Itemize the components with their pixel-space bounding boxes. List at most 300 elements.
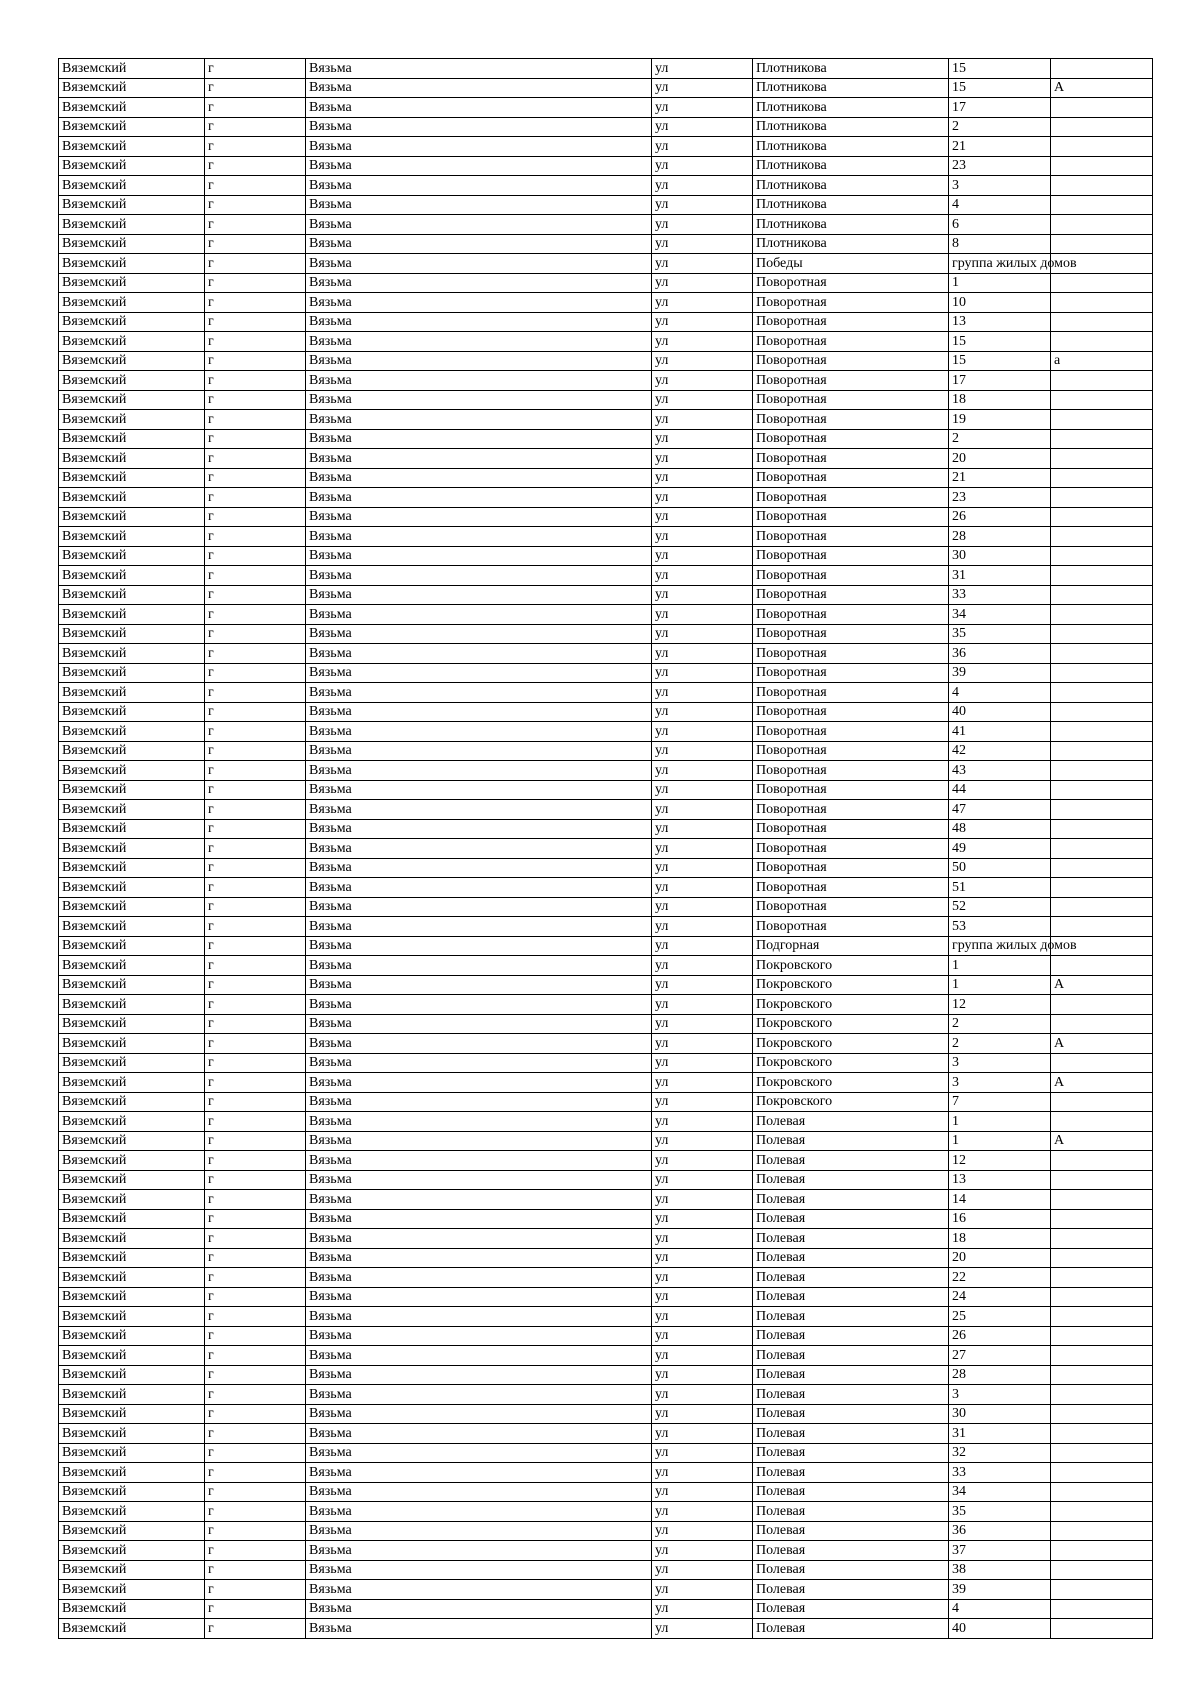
settlement-cell: Вязьма [306, 1151, 652, 1171]
settlement-type-cell: г [205, 468, 306, 488]
district-cell: Вяземский [59, 956, 205, 976]
table-row [59, 1229, 1153, 1249]
street-cell: Полевая [753, 1268, 949, 1288]
district-cell: Вяземский [59, 1580, 205, 1600]
district-cell: Вяземский [59, 1307, 205, 1327]
street-cell: Поворотная [753, 566, 949, 586]
house-number-cell: 26 [949, 507, 1051, 527]
district-cell: Вяземский [59, 1248, 205, 1268]
house-number-cell: 20 [949, 1248, 1051, 1268]
building-suffix-cell [1051, 234, 1153, 254]
table-row [59, 449, 1153, 469]
district-cell: Вяземский [59, 293, 205, 313]
district-cell: Вяземский [59, 1443, 205, 1463]
table-row [59, 488, 1153, 508]
table-row [59, 1151, 1153, 1171]
street-type-cell: ул [652, 527, 753, 547]
street-type-cell: ул [652, 117, 753, 137]
settlement-type-cell: г [205, 254, 306, 274]
district-cell: Вяземский [59, 1599, 205, 1619]
street-type-cell: ул [652, 936, 753, 956]
table-row [59, 780, 1153, 800]
table-row [59, 1034, 1153, 1054]
street-cell: Полевая [753, 1599, 949, 1619]
settlement-type-cell: г [205, 1229, 306, 1249]
house-number-cell: 18 [949, 1229, 1051, 1249]
settlement-cell: Вязьма [306, 1580, 652, 1600]
district-cell: Вяземский [59, 683, 205, 703]
building-suffix-cell [1051, 410, 1153, 430]
street-cell: Плотникова [753, 78, 949, 98]
street-cell: Поворотная [753, 858, 949, 878]
settlement-type-cell: г [205, 566, 306, 586]
street-type-cell: ул [652, 702, 753, 722]
house-number-cell: 43 [949, 761, 1051, 781]
house-number-cell: 30 [949, 1404, 1051, 1424]
street-type-cell: ул [652, 917, 753, 937]
district-cell: Вяземский [59, 254, 205, 274]
house-number-cell: 39 [949, 1580, 1051, 1600]
table-row [59, 936, 1153, 956]
house-number-cell: 34 [949, 605, 1051, 625]
street-cell: Полевая [753, 1521, 949, 1541]
street-type-cell: ул [652, 546, 753, 566]
district-cell: Вяземский [59, 1404, 205, 1424]
settlement-type-cell: г [205, 78, 306, 98]
house-number-cell: 49 [949, 839, 1051, 859]
street-type-cell: ул [652, 683, 753, 703]
street-type-cell: ул [652, 1404, 753, 1424]
house-number-cell: 1 [949, 1112, 1051, 1132]
table-row [59, 429, 1153, 449]
settlement-cell: Вязьма [306, 917, 652, 937]
settlement-type-cell: г [205, 351, 306, 371]
street-cell: Покровского [753, 1034, 949, 1054]
street-cell: Поворотная [753, 761, 949, 781]
settlement-type-cell: г [205, 1385, 306, 1405]
street-cell: Полевая [753, 1541, 949, 1561]
table-row [59, 1619, 1153, 1639]
street-type-cell: ул [652, 1463, 753, 1483]
building-suffix-cell [1051, 1092, 1153, 1112]
settlement-cell: Вязьма [306, 312, 652, 332]
street-cell: Плотникова [753, 98, 949, 118]
house-number-cell: 1 [949, 273, 1051, 293]
house-number-cell: 41 [949, 722, 1051, 742]
street-cell: Полевая [753, 1307, 949, 1327]
building-suffix-cell [1051, 624, 1153, 644]
street-type-cell: ул [652, 390, 753, 410]
building-suffix-cell [1051, 722, 1153, 742]
settlement-type-cell: г [205, 936, 306, 956]
street-type-cell: ул [652, 351, 753, 371]
settlement-cell: Вязьма [306, 1190, 652, 1210]
street-type-cell: ул [652, 1092, 753, 1112]
building-suffix-cell [1051, 1365, 1153, 1385]
street-cell: Покровского [753, 956, 949, 976]
table-row [59, 156, 1153, 176]
settlement-cell: Вязьма [306, 488, 652, 508]
district-cell: Вяземский [59, 780, 205, 800]
house-number-cell: 19 [949, 410, 1051, 430]
district-cell: Вяземский [59, 546, 205, 566]
settlement-cell: Вязьма [306, 1248, 652, 1268]
street-type-cell: ул [652, 488, 753, 508]
district-cell: Вяземский [59, 741, 205, 761]
building-suffix-cell [1051, 1307, 1153, 1327]
street-cell: Поворотная [753, 527, 949, 547]
building-suffix-cell [1051, 1619, 1153, 1639]
district-cell: Вяземский [59, 936, 205, 956]
table-row [59, 624, 1153, 644]
building-suffix-cell [1051, 683, 1153, 703]
settlement-cell: Вязьма [306, 1112, 652, 1132]
settlement-type-cell: г [205, 137, 306, 157]
district-cell: Вяземский [59, 1541, 205, 1561]
settlement-type-cell: г [205, 1580, 306, 1600]
settlement-cell: Вязьма [306, 1073, 652, 1093]
house-number-cell: 35 [949, 1502, 1051, 1522]
street-cell: Полевая [753, 1482, 949, 1502]
building-suffix-cell [1051, 1209, 1153, 1229]
settlement-cell: Вязьма [306, 839, 652, 859]
table-row [59, 819, 1153, 839]
house-number-cell: 53 [949, 917, 1051, 937]
street-cell: Поворотная [753, 722, 949, 742]
street-cell: Поворотная [753, 917, 949, 937]
house-number-cell: 42 [949, 741, 1051, 761]
district-cell: Вяземский [59, 663, 205, 683]
district-cell: Вяземский [59, 1092, 205, 1112]
building-suffix-cell [1051, 371, 1153, 391]
street-cell: Полевая [753, 1170, 949, 1190]
table-row [59, 78, 1153, 98]
house-number-cell: 21 [949, 468, 1051, 488]
street-type-cell: ул [652, 585, 753, 605]
district-cell: Вяземский [59, 1053, 205, 1073]
settlement-cell: Вязьма [306, 741, 652, 761]
settlement-type-cell: г [205, 1365, 306, 1385]
street-type-cell: ул [652, 566, 753, 586]
building-suffix-cell [1051, 468, 1153, 488]
table-row [59, 1443, 1153, 1463]
house-number-cell: 25 [949, 1307, 1051, 1327]
settlement-cell: Вязьма [306, 585, 652, 605]
building-suffix-cell: а [1051, 351, 1153, 371]
street-cell: Полевая [753, 1443, 949, 1463]
table-row [59, 254, 1153, 274]
district-cell: Вяземский [59, 644, 205, 664]
settlement-type-cell: г [205, 546, 306, 566]
settlement-cell: Вязьма [306, 1170, 652, 1190]
district-cell: Вяземский [59, 98, 205, 118]
street-type-cell: ул [652, 1229, 753, 1249]
street-type-cell: ул [652, 1424, 753, 1444]
house-number-cell: 30 [949, 546, 1051, 566]
street-cell: Поворотная [753, 273, 949, 293]
house-number-cell: 12 [949, 1151, 1051, 1171]
settlement-type-cell: г [205, 117, 306, 137]
street-type-cell: ул [652, 858, 753, 878]
table-row [59, 176, 1153, 196]
settlement-cell: Вязьма [306, 800, 652, 820]
street-cell: Покровского [753, 1092, 949, 1112]
building-suffix-cell [1051, 1053, 1153, 1073]
settlement-type-cell: г [205, 1599, 306, 1619]
settlement-cell: Вязьма [306, 176, 652, 196]
settlement-cell: Вязьма [306, 722, 652, 742]
street-cell: Поворотная [753, 819, 949, 839]
street-type-cell: ул [652, 254, 753, 274]
settlement-type-cell: г [205, 176, 306, 196]
building-suffix-cell [1051, 585, 1153, 605]
table-row [59, 761, 1153, 781]
settlement-type-cell: г [205, 1034, 306, 1054]
settlement-type-cell: г [205, 1287, 306, 1307]
settlement-cell: Вязьма [306, 507, 652, 527]
building-suffix-cell [1051, 507, 1153, 527]
house-number-cell: 16 [949, 1209, 1051, 1229]
street-type-cell: ул [652, 780, 753, 800]
settlement-type-cell: г [205, 1248, 306, 1268]
district-cell: Вяземский [59, 819, 205, 839]
settlement-type-cell: г [205, 975, 306, 995]
settlement-cell: Вязьма [306, 956, 652, 976]
building-suffix-cell [1051, 1014, 1153, 1034]
street-type-cell: ул [652, 1580, 753, 1600]
settlement-cell: Вязьма [306, 1443, 652, 1463]
settlement-type-cell: г [205, 234, 306, 254]
settlement-type-cell: г [205, 956, 306, 976]
street-type-cell: ул [652, 1073, 753, 1093]
building-suffix-cell [1051, 1404, 1153, 1424]
table-row [59, 195, 1153, 215]
street-type-cell: ул [652, 449, 753, 469]
settlement-cell: Вязьма [306, 1385, 652, 1405]
district-cell: Вяземский [59, 722, 205, 742]
settlement-type-cell: г [205, 917, 306, 937]
building-suffix-cell [1051, 1346, 1153, 1366]
street-type-cell: ул [652, 1482, 753, 1502]
settlement-cell: Вязьма [306, 195, 652, 215]
street-cell: Плотникова [753, 156, 949, 176]
settlement-type-cell: г [205, 1170, 306, 1190]
settlement-cell: Вязьма [306, 1268, 652, 1288]
house-number-cell: 48 [949, 819, 1051, 839]
settlement-type-cell: г [205, 449, 306, 469]
table-row [59, 741, 1153, 761]
building-suffix-cell [1051, 566, 1153, 586]
building-suffix-cell [1051, 156, 1153, 176]
settlement-cell: Вязьма [306, 1541, 652, 1561]
house-number-cell: 3 [949, 1385, 1051, 1405]
street-cell: Поворотная [753, 780, 949, 800]
district-cell: Вяземский [59, 390, 205, 410]
table-row [59, 1053, 1153, 1073]
settlement-type-cell: г [205, 702, 306, 722]
settlement-type-cell: г [205, 761, 306, 781]
street-type-cell: ул [652, 156, 753, 176]
street-cell: Поворотная [753, 293, 949, 313]
table-row [59, 1307, 1153, 1327]
street-cell: Поворотная [753, 585, 949, 605]
settlement-cell: Вязьма [306, 1424, 652, 1444]
settlement-type-cell: г [205, 1521, 306, 1541]
street-type-cell: ул [652, 1502, 753, 1522]
house-number-cell: 31 [949, 566, 1051, 586]
street-cell: Поворотная [753, 468, 949, 488]
table-row [59, 351, 1153, 371]
settlement-cell: Вязьма [306, 390, 652, 410]
settlement-cell: Вязьма [306, 1463, 652, 1483]
district-cell: Вяземский [59, 878, 205, 898]
settlement-type-cell: г [205, 1151, 306, 1171]
table-row [59, 1502, 1153, 1522]
settlement-cell: Вязьма [306, 293, 652, 313]
house-number-cell: 23 [949, 156, 1051, 176]
street-cell: Полевая [753, 1424, 949, 1444]
street-cell: Полевая [753, 1248, 949, 1268]
table-row [59, 293, 1153, 313]
table-row [59, 722, 1153, 742]
table-row [59, 1580, 1153, 1600]
table-row [59, 1248, 1153, 1268]
table-row [59, 527, 1153, 547]
building-suffix-cell [1051, 858, 1153, 878]
building-suffix-cell [1051, 1170, 1153, 1190]
house-number-cell: 1 [949, 975, 1051, 995]
street-type-cell: ул [652, 1521, 753, 1541]
street-cell: Поворотная [753, 663, 949, 683]
building-suffix-cell [1051, 137, 1153, 157]
table-row [59, 1073, 1153, 1093]
building-suffix-cell [1051, 1268, 1153, 1288]
street-cell: Полевая [753, 1502, 949, 1522]
street-type-cell: ул [652, 1170, 753, 1190]
street-cell: Поворотная [753, 410, 949, 430]
street-cell: Поворотная [753, 312, 949, 332]
settlement-cell: Вязьма [306, 1619, 652, 1639]
street-cell: Победы [753, 254, 949, 274]
street-cell: Поворотная [753, 741, 949, 761]
district-cell: Вяземский [59, 312, 205, 332]
house-number-cell: 3 [949, 1073, 1051, 1093]
settlement-type-cell: г [205, 1463, 306, 1483]
table-row [59, 1326, 1153, 1346]
street-type-cell: ул [652, 332, 753, 352]
street-type-cell: ул [652, 1287, 753, 1307]
building-suffix-cell: А [1051, 1131, 1153, 1151]
street-type-cell: ул [652, 1190, 753, 1210]
street-type-cell: ул [652, 98, 753, 118]
table-row [59, 137, 1153, 157]
table-row [59, 410, 1153, 430]
street-type-cell: ул [652, 137, 753, 157]
settlement-cell: Вязьма [306, 1365, 652, 1385]
settlement-type-cell: г [205, 98, 306, 118]
settlement-type-cell: г [205, 1131, 306, 1151]
table-row [59, 371, 1153, 391]
street-type-cell: ул [652, 1112, 753, 1132]
street-type-cell: ул [652, 878, 753, 898]
table-row [59, 702, 1153, 722]
settlement-cell: Вязьма [306, 995, 652, 1015]
street-type-cell: ул [652, 371, 753, 391]
settlement-cell: Вязьма [306, 819, 652, 839]
district-cell: Вяземский [59, 761, 205, 781]
building-suffix-cell [1051, 1229, 1153, 1249]
street-cell: Поворотная [753, 839, 949, 859]
house-number-cell: 15 [949, 78, 1051, 98]
street-cell: Поворотная [753, 488, 949, 508]
building-suffix-cell: А [1051, 1073, 1153, 1093]
house-number-cell: 10 [949, 293, 1051, 313]
settlement-type-cell: г [205, 332, 306, 352]
table-row [59, 644, 1153, 664]
table-row [59, 800, 1153, 820]
street-type-cell: ул [652, 312, 753, 332]
table-row [59, 683, 1153, 703]
building-suffix-cell [1051, 878, 1153, 898]
settlement-type-cell: г [205, 1443, 306, 1463]
table-row [59, 1424, 1153, 1444]
street-type-cell: ул [652, 468, 753, 488]
building-suffix-cell [1051, 917, 1153, 937]
settlement-type-cell: г [205, 1209, 306, 1229]
settlement-cell: Вязьма [306, 1307, 652, 1327]
house-number-cell: 24 [949, 1287, 1051, 1307]
settlement-type-cell: г [205, 1424, 306, 1444]
street-cell: Поворотная [753, 683, 949, 703]
settlement-cell: Вязьма [306, 975, 652, 995]
house-number-cell: 4 [949, 1599, 1051, 1619]
settlement-type-cell: г [205, 1326, 306, 1346]
district-cell: Вяземский [59, 117, 205, 137]
house-number-cell: 7 [949, 1092, 1051, 1112]
street-type-cell: ул [652, 410, 753, 430]
street-cell: Полевая [753, 1365, 949, 1385]
house-number-cell: 40 [949, 1619, 1051, 1639]
street-type-cell: ул [652, 1248, 753, 1268]
table-row [59, 566, 1153, 586]
street-cell: Плотникова [753, 137, 949, 157]
house-number-cell: 13 [949, 1170, 1051, 1190]
table-row [59, 273, 1153, 293]
street-type-cell: ул [652, 1151, 753, 1171]
settlement-type-cell: г [205, 1541, 306, 1561]
building-suffix-cell [1051, 1287, 1153, 1307]
street-type-cell: ул [652, 975, 753, 995]
building-suffix-cell [1051, 390, 1153, 410]
street-cell: Плотникова [753, 195, 949, 215]
district-cell: Вяземский [59, 1502, 205, 1522]
district-cell: Вяземский [59, 566, 205, 586]
building-suffix-cell [1051, 1443, 1153, 1463]
building-suffix-cell [1051, 1599, 1153, 1619]
street-cell: Поворотная [753, 546, 949, 566]
street-cell: Поворотная [753, 429, 949, 449]
table-row [59, 1014, 1153, 1034]
house-number-cell: 14 [949, 1190, 1051, 1210]
table-row [59, 839, 1153, 859]
house-number-cell: группа жилых домов [949, 936, 1051, 956]
district-cell: Вяземский [59, 1073, 205, 1093]
district-cell: Вяземский [59, 449, 205, 469]
street-type-cell: ул [652, 1346, 753, 1366]
street-type-cell: ул [652, 1365, 753, 1385]
building-suffix-cell [1051, 1190, 1153, 1210]
street-type-cell: ул [652, 1014, 753, 1034]
